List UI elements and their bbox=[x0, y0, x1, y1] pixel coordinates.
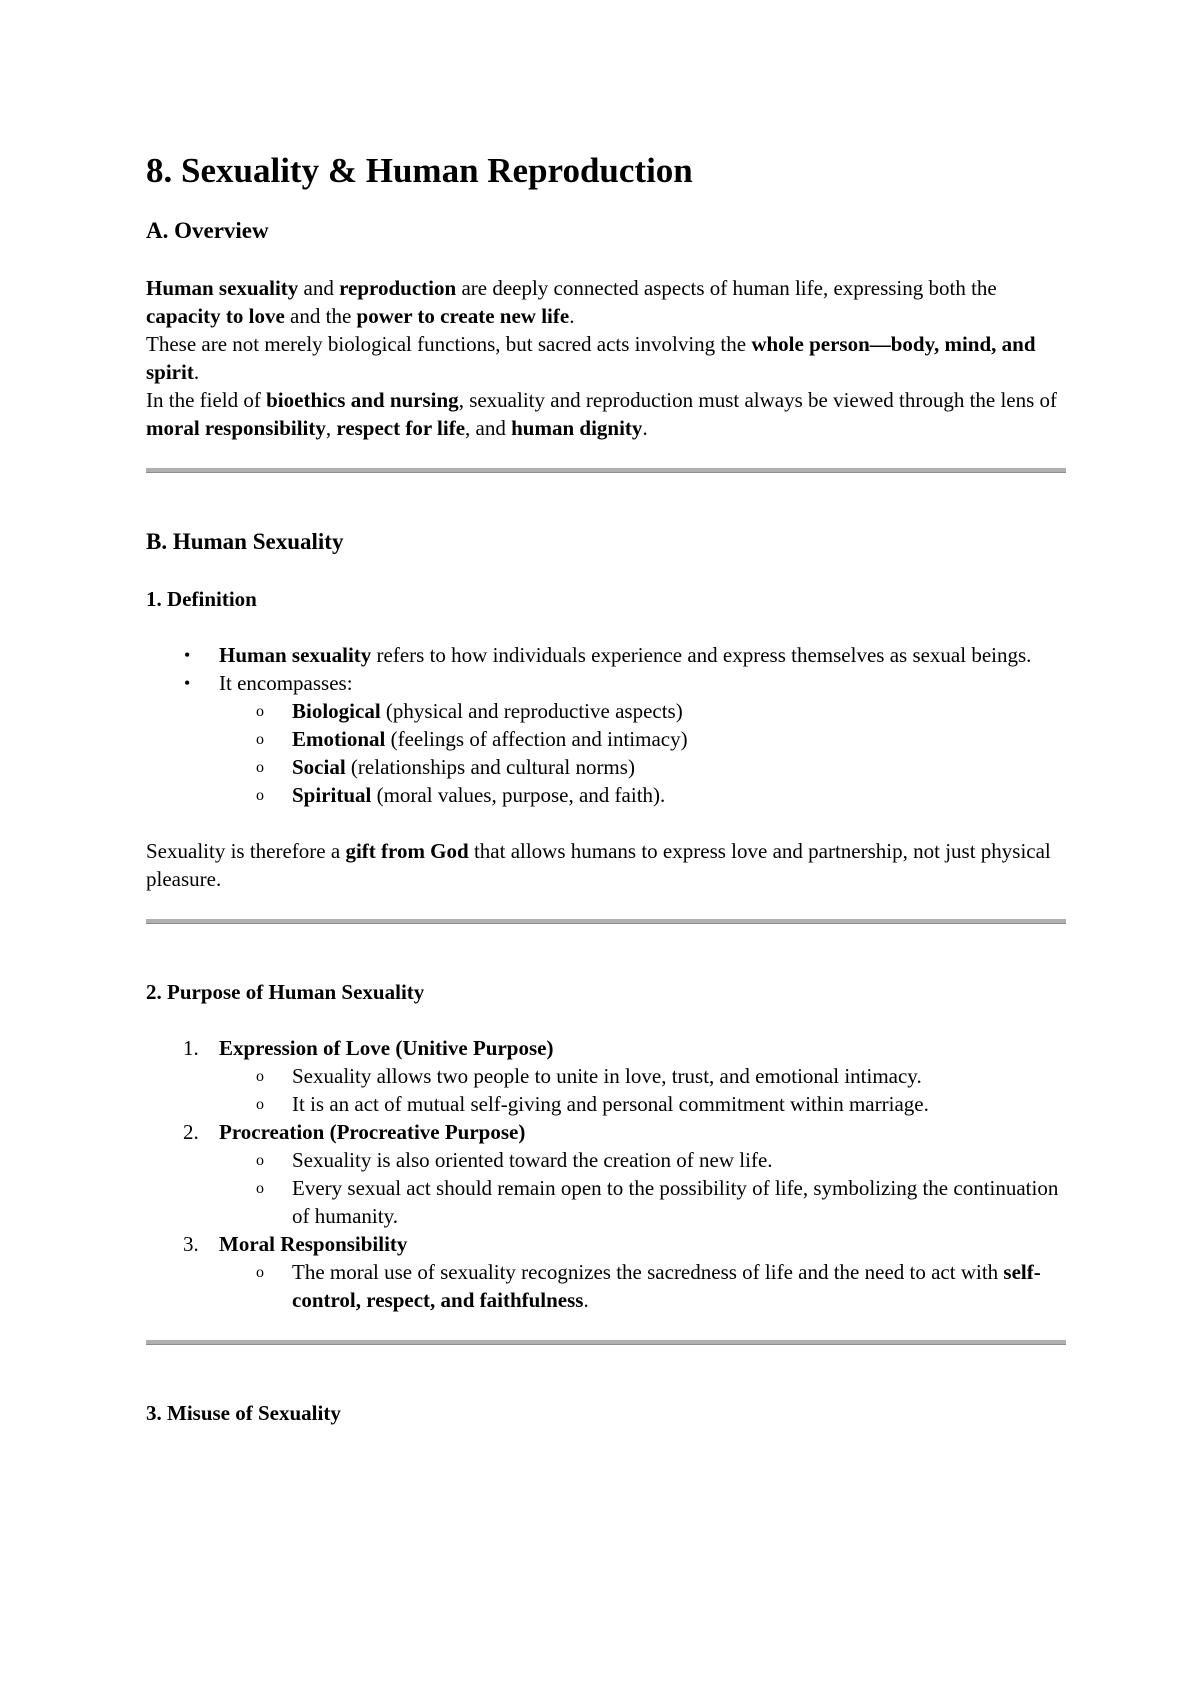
overview-paragraph-1: Human sexuality and reproduction are deeply connected aspects of human life, expressing both the capacity to love and the power to create new life. bbox=[146, 276, 997, 328]
sublist-item: o It is an act of mutual self-giving and personal commitment within marriage. bbox=[219, 1090, 1066, 1118]
sublist-item: o Sexuality is also oriented toward the creation of new life. bbox=[219, 1146, 1066, 1174]
circle-bullet-icon: o bbox=[256, 1264, 264, 1281]
document-page bbox=[146, 138, 1066, 1427]
list-item: 2. Procreation (Procreative Purpose) o Sexuality is also oriented toward the creation of new life. o Every sexual act should remain open to the possibility of life, symbolizing the continuation of humanity. bbox=[146, 1118, 1066, 1230]
list-number: 1. bbox=[183, 1036, 199, 1060]
sublist-item: o Social (relationships and cultural norms) bbox=[219, 753, 1066, 781]
horizontal-rule bbox=[146, 468, 1066, 473]
list-item: • Human sexuality refers to how individuals experience and express themselves as sexual beings. bbox=[184, 643, 1032, 667]
sublist-item: o Emotional (feelings of affection and intimacy) bbox=[219, 725, 1066, 753]
term-whole-person: whole person—body, mind, and spirit bbox=[146, 332, 1036, 384]
horizontal-rule bbox=[146, 919, 1066, 924]
list-number: 2. bbox=[183, 1120, 199, 1144]
overview-paragraph-3: In the field of bioethics and nursing, sexuality and reproduction must always be viewed through the lens of moral responsibility, respect for life, and human dignity. bbox=[146, 388, 1058, 440]
term-power-to-create-new-life: power to create new life bbox=[356, 304, 570, 328]
term-moral-responsibility: moral responsibility bbox=[146, 416, 326, 440]
term-self-control: self-control, respect, and faithfulness bbox=[292, 1260, 1041, 1312]
circle-bullet-icon: o bbox=[256, 1096, 264, 1113]
purpose-sublist bbox=[219, 1258, 1066, 1314]
definition-heading: 1. Definition bbox=[146, 587, 257, 611]
circle-bullet-icon: o bbox=[256, 1068, 264, 1085]
circle-bullet-icon: o bbox=[256, 1180, 264, 1197]
purpose-sublist bbox=[219, 1062, 1066, 1118]
list-item: 1. Expression of Love (Unitive Purpose) o Sexuality allows two people to unite in love, trust, and emotional intimacy. o It is an act of mutual self-giving and personal commitment within marriage. bbox=[146, 1034, 1066, 1118]
sublist-item: o The moral use of sexuality recognizes the sacredness of life and the need to act with self-control, respect, and faithfulness. bbox=[256, 1260, 1041, 1312]
encompasses-sublist bbox=[219, 697, 1066, 809]
horizontal-rule bbox=[146, 1340, 1066, 1345]
overview-paragraph-2: These are not merely biological functions, but sacred acts involving the whole person—body, mind, and spirit. bbox=[146, 332, 1036, 384]
list-item: • It encompasses: o Biological (physical and reproductive aspects) o Emotional (feelings of affection and intimacy) o Social (relationships and cultural norms) o Spiritual (moral values, purpose, and faith). bbox=[146, 669, 1066, 809]
term-reproduction: reproduction bbox=[339, 276, 457, 300]
sublist-item: o Every sexual act should remain open to the possibility of life, symbolizing the continuation of humanity. bbox=[256, 1176, 1059, 1228]
term-respect-for-life: respect for life bbox=[336, 416, 466, 440]
term-human-dignity: human dignity bbox=[511, 416, 643, 440]
definition-list bbox=[146, 641, 1066, 809]
definition-closing-paragraph: Sexuality is therefore a gift from God that allows humans to express love and partnership, not just physical pleasure. bbox=[146, 839, 1051, 891]
term-human-sexuality: Human sexuality bbox=[146, 276, 299, 300]
purpose-sublist bbox=[219, 1146, 1066, 1230]
sublist-item: o Spiritual (moral values, purpose, and faith). bbox=[219, 781, 1066, 809]
circle-bullet-icon: o bbox=[256, 703, 264, 720]
list-item: 3. Moral Responsibility o The moral use of sexuality recognizes the sacredness of life and the need to act with self-control, respect, and faithfulness. bbox=[146, 1230, 1066, 1314]
term-gift-from-god: gift from God bbox=[345, 839, 469, 863]
bullet-icon: • bbox=[184, 645, 191, 665]
term-bioethics-nursing: bioethics and nursing bbox=[266, 388, 459, 412]
term-capacity-to-love: capacity to love bbox=[146, 304, 285, 328]
section-a-heading: A. Overview bbox=[146, 218, 269, 243]
section-b-heading: B. Human Sexuality bbox=[146, 529, 344, 554]
circle-bullet-icon: o bbox=[256, 759, 264, 776]
circle-bullet-icon: o bbox=[256, 1152, 264, 1169]
circle-bullet-icon: o bbox=[256, 787, 264, 804]
purpose-heading: 2. Purpose of Human Sexuality bbox=[146, 980, 425, 1004]
misuse-heading: 3. Misuse of Sexuality bbox=[146, 1401, 341, 1425]
overview-text bbox=[146, 274, 1066, 442]
document-title: 8. Sexuality & Human Reproduction bbox=[146, 151, 693, 190]
sublist-item: o Biological (physical and reproductive aspects) bbox=[219, 697, 1066, 725]
list-number: 3. bbox=[183, 1232, 199, 1256]
sublist-item: o Sexuality allows two people to unite in love, trust, and emotional intimacy. bbox=[219, 1062, 1066, 1090]
circle-bullet-icon: o bbox=[256, 731, 264, 748]
purpose-list bbox=[146, 1034, 1066, 1314]
bullet-icon: • bbox=[184, 673, 191, 693]
